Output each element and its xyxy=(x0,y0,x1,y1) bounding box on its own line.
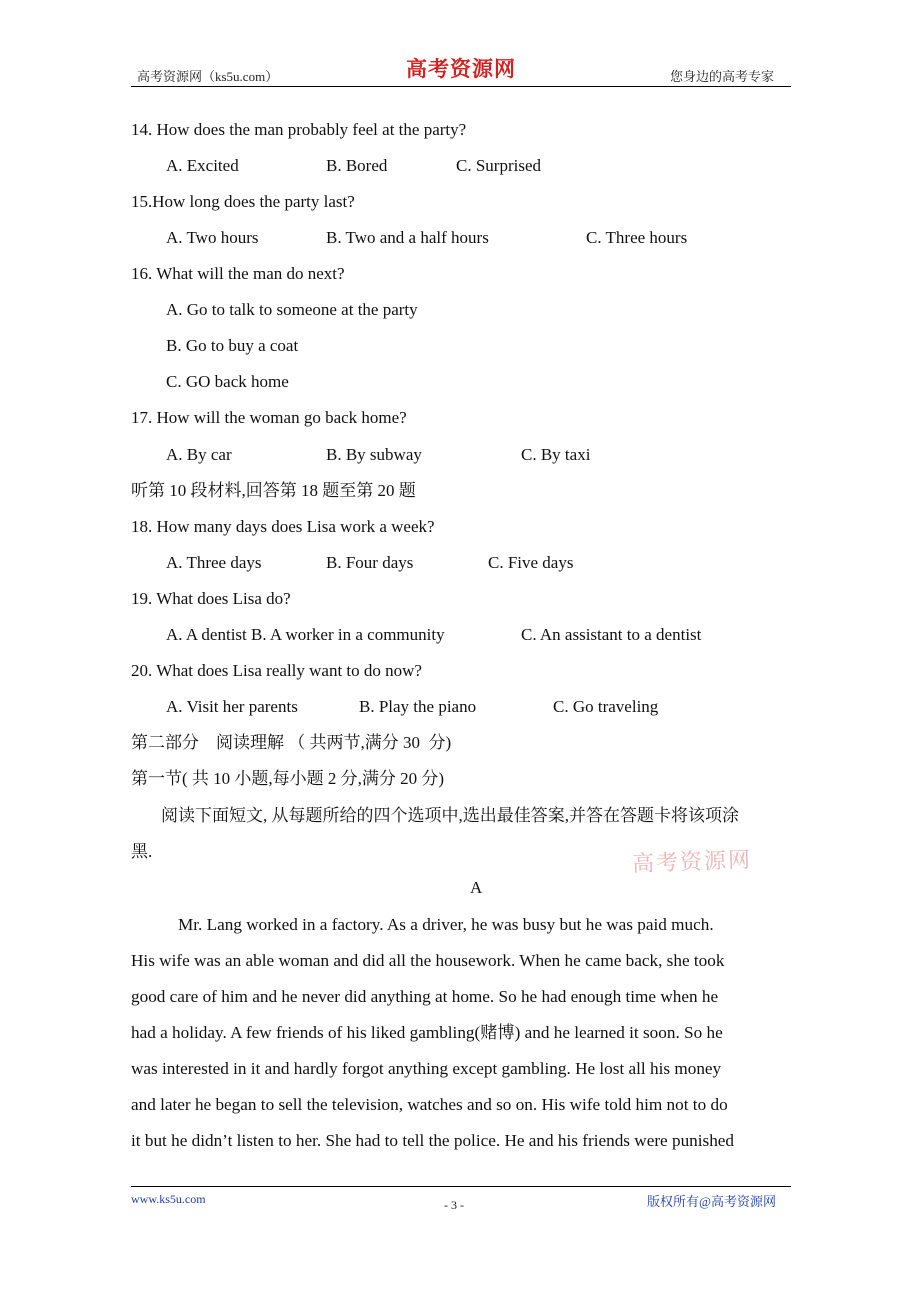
question-20-option-b: B. Play the piano xyxy=(359,697,477,716)
question-14-option-a: A. Excited xyxy=(166,156,239,175)
header-divider xyxy=(131,86,791,87)
question-17-stem: 17. How will the woman go back home? xyxy=(131,408,407,427)
question-20-option-c: C. Go traveling xyxy=(553,697,659,716)
material-note: 听第 10 段材料,回答第 18 题至第 20 题 xyxy=(131,481,416,500)
question-15-option-a: A. Two hours xyxy=(166,228,259,247)
question-15-option-c: C. Three hours xyxy=(586,228,688,247)
instructions-line-1: 阅读下面短文, 从每题所给的四个选项中,选出最佳答案,并答在答题卡将该项涂 xyxy=(161,806,739,825)
question-16-option-b: B. Go to buy a coat xyxy=(166,336,299,355)
question-17-option-a: A. By car xyxy=(166,445,232,464)
question-20-stem: 20. What does Lisa really want to do now? xyxy=(131,661,422,680)
part2-heading: 第二部分 阅读理解 （ 共两节,满分 30 分) xyxy=(131,733,452,752)
page-number: - 3 - xyxy=(444,1198,464,1212)
question-19-stem: 19. What does Lisa do? xyxy=(131,589,291,608)
question-18-stem: 18. How many days does Lisa work a week? xyxy=(131,517,435,536)
question-18-option-a: A. Three days xyxy=(166,553,262,572)
question-17-option-c: C. By taxi xyxy=(521,445,591,464)
passage-line: His wife was an able woman and did all the housework. When he came back, she took xyxy=(131,951,725,970)
question-20-option-a: A. Visit her parents xyxy=(166,697,298,716)
question-18-option-b: B. Four days xyxy=(326,553,414,572)
watermark-stamp: 高考资源网 xyxy=(631,847,753,878)
question-18-option-c: C. Five days xyxy=(488,553,574,572)
header-site-name: 高考资源网（ks5u.com） xyxy=(137,69,279,84)
question-14-option-c: C. Surprised xyxy=(456,156,541,175)
question-16-stem: 16. What will the man do next? xyxy=(131,264,345,283)
question-19-option-c: C. An assistant to a dentist xyxy=(521,625,702,644)
question-14-option-b: B. Bored xyxy=(326,156,388,175)
section1-heading: 第一节( 共 10 小题,每小题 2 分,满分 20 分) xyxy=(131,769,445,788)
footer-copyright: 版权所有@高考资源网 xyxy=(647,1194,776,1209)
passage-line: had a holiday. A few friends of his liked gambling(赌博) and he learned it soon. So he xyxy=(131,1023,723,1042)
footer-link[interactable]: www.ks5u.com xyxy=(131,1192,206,1206)
instructions-line-2: 黑. xyxy=(131,842,153,861)
passage-line: good care of him and he never did anything at home. So he had enough time when he xyxy=(131,987,719,1006)
passage-line: it but he didn’t listen to her. She had to tell the police. He and his friends were punished xyxy=(131,1131,735,1150)
passage-label: A xyxy=(470,878,483,897)
question-16-option-a: A. Go to talk to someone at the party xyxy=(166,300,418,319)
passage-line: and later he began to sell the television, watches and so on. His wife told him not to do xyxy=(131,1095,728,1114)
question-15-stem: 15.How long does the party last? xyxy=(131,192,355,211)
question-16-option-c: C. GO back home xyxy=(166,372,289,391)
header-slogan: 您身边的高考专家 xyxy=(670,69,775,84)
question-19-option-ab: A. A dentist B. A worker in a community xyxy=(166,625,445,644)
question-15-option-b: B. Two and a half hours xyxy=(326,228,489,247)
footer-divider xyxy=(131,1186,791,1187)
header-logo: 高考资源网 xyxy=(406,56,516,81)
question-14-stem: 14. How does the man probably feel at the party? xyxy=(131,120,467,139)
question-17-option-b: B. By subway xyxy=(326,445,422,464)
passage-line: was interested in it and hardly forgot anything except gambling. He lost all his money xyxy=(131,1059,722,1078)
passage-line: Mr. Lang worked in a factory. As a driver, he was busy but he was paid much. xyxy=(178,915,714,934)
